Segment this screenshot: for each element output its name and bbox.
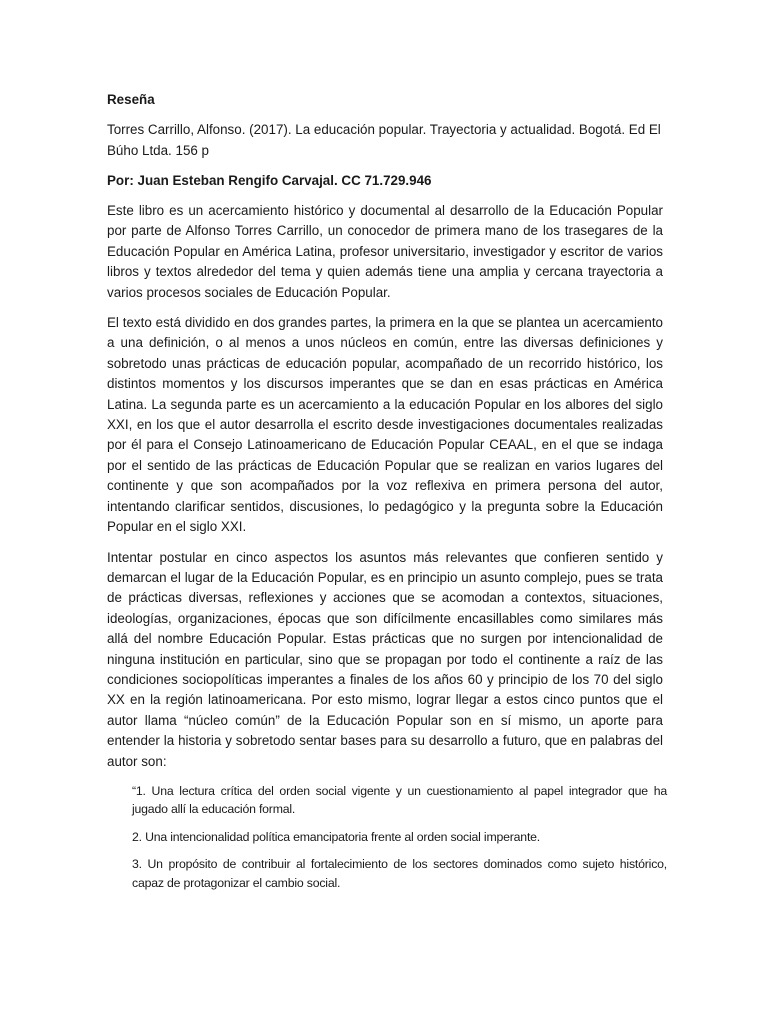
paragraph-core-aspects: Intentar postular en cinco aspectos los asuntos más relevantes que confieren sentido y demarcan el lugar de la Educación Popular, es en principio un asunto complejo, pues se trata de prácticas diversas, reflexiones y acciones que se acomodan a contextos, situaciones, ideologías, organizaciones, épocas que son difícilmente encasillables como similares más allá del nombre Educación Popular. Estas prácticas que no surgen por intencionalidad de ninguna institución en particular, sino que se propagan por todo el continente a raíz de las condiciones sociopolíticas imperantes a finales de los años 60 y principio de los 70 del siglo XX en la región latinoamericana. Por esto mismo, lograr llegar a estos cinco puntos que el autor llama “núcleo común” de la Educación Popular son en sí mismo, un aporte para entender la historia y sobretodo sentar bases para su desarrollo a futuro, que en palabras del autor son: xyxy=(107,549,663,769)
review-author: Por: Juan Esteban Rengifo Carvajal. CC 71.729.946 xyxy=(107,173,432,188)
document-page xyxy=(107,90,667,901)
quoted-point-3: 3. Un propósito de contribuir al fortalecimiento de los sectores dominados como sujeto histórico, capaz de protagonizar el cambio social. xyxy=(132,857,667,890)
review-heading: Reseña xyxy=(107,92,155,107)
book-citation: Torres Carrillo, Alfonso. (2017). La educación popular. Trayectoria y actualidad. Bogotá. Ed El Búho Ltda. 156 p xyxy=(107,122,661,158)
quoted-point-2: 2. Una intencionalidad política emancipatoria frente al orden social imperante. xyxy=(132,829,541,844)
quoted-points-list xyxy=(132,782,667,893)
quoted-point-1: “1. Una lectura crítica del orden social vigente y un cuestionamiento al papel integrador que ha jugado allí la educación formal. xyxy=(132,783,667,817)
paragraph-structure: El texto está dividido en dos grandes partes, la primera en la que se plantea un acercamiento a una definición, o al menos a unos núcleos en común, entre las diversas definiciones y sobretodo unas prácticas de educación popular, acompañado de un recorrido histórico, los distintos momentos y los discursos imperantes que se dan en esas prácticas en América Latina. La segunda parte es un acercamiento a la educación Popular en los albores del siglo XXI, en los que el autor desarrolla el escrito desde investigaciones documentales realizadas por él para el Consejo Latinoamericano de Educación Popular CEAAL, en el que se indaga por el sentido de las prácticas de Educación Popular que se realizan en varios lugares del continente y que son acompañados por la voz reflexiva en primera persona del autor, intentando clarificar sentidos, discusiones, lo pedagógico y la pregunta sobre la Educación Popular en el siglo XXI. xyxy=(107,315,663,535)
paragraph-intro: Este libro es un acercamiento histórico y documental al desarrollo de la Educación Popular por parte de Alfonso Torres Carrillo, un conocedor de primera mano de los trasegares de la Educación Popular en América Latina, profesor universitario, investigador y escritor de varios libros y textos alrededor del tema y quien además tiene una amplia y cercana trayectoria a varios procesos sociales de Educación Popular. xyxy=(107,203,663,300)
